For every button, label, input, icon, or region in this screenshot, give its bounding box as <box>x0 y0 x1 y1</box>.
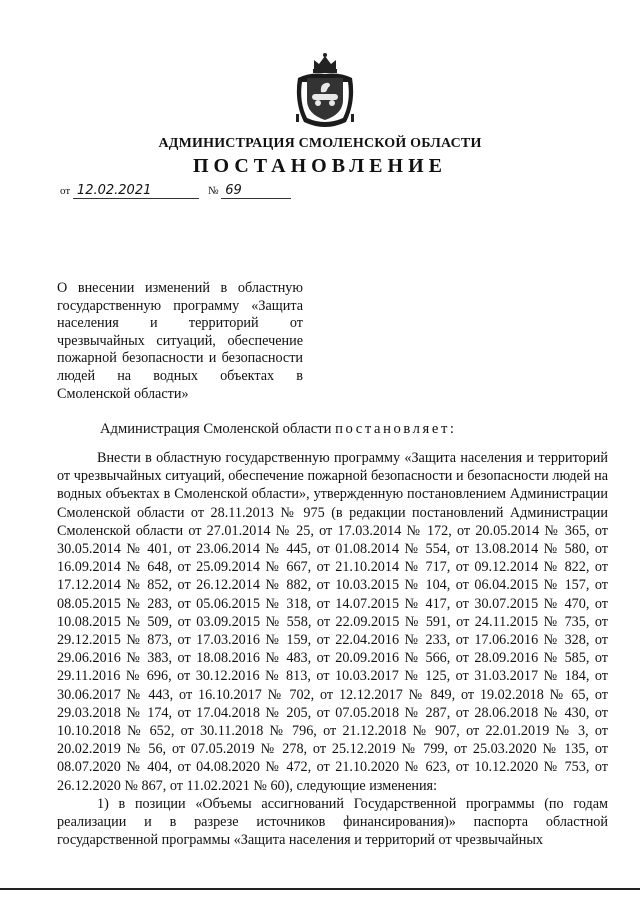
document-body <box>57 449 608 849</box>
organization-name: АДМИНИСТРАЦИЯ СМОЛЕНСКОЙ ОБЛАСТИ <box>158 136 482 151</box>
preamble-verb: постановляет: <box>335 421 457 437</box>
smolensk-coat-of-arms-icon <box>290 52 360 130</box>
page-bottom-divider <box>0 888 640 890</box>
preamble-text: Администрация Смоленской области <box>100 421 332 437</box>
number-prefix: № <box>208 185 219 197</box>
document-date <box>60 183 199 199</box>
document-subject: О внесении изменений в областную государственную программу «Защита населения и территорий от чрезвычайных ситуаций, обеспечение пожарной безопасности и безопасности людей на водных объектах в Смоленской области» <box>57 280 303 402</box>
preamble <box>100 420 457 438</box>
date-prefix: от <box>60 185 71 197</box>
body-paragraph: Внести в областную государственную программу «Защита населения и территорий от чрезвычайных ситуаций, обеспечение пожарной безопасности и безопасности людей на водных объектах в Смоленской области», утвержденную постановлением Администрации Смоленской области от 28.11.2013 № 975 (в редакции постановлений Администрации Смоленской области от 27.01.2014 № 25, от 17.03.2014 № 172, от 20.05.2014 № 365, от 30.05.2014 № 401, от 23.06.2014 № 445, от 01.08.2014 № 554, от 13.08.2014 № 580, от 16.09.2014 № 648, от 25.09.2014 № 667, от 21.10.2014 № 717, от 09.12.2014 № 822, от 17.12.2014 № 852, от 26.12.2014 № 882, от 10.03.2015 № 104, от 06.04.2015 № 157, от 08.05.2015 № 283, от 05.06.2015 № 318, от 14.07.2015 № 417, от 30.07.2015 № 470, от 10.08.2015 № 509, от 03.09.2015 № 558, от 22.09.2015 № 591, от 24.11.2015 № 735, от 29.12.2015 № 873, от 17.03.2016 № 159, от 22.04.2016 № 233, от 17.06.2016 № 328, от 29.06.2016 № 383, от 18.08.2016 № 483, от 20.09.2016 № 566, от 28.09.2016 № 585, от 29.11.2016 № 696, от 30.12.2016 № 813, от 10.03.2017 № 125, от 31.03.2017 № 184, от 30.06.2017 № 443, от 16.10.2017 № 702, от 12.12.2017 № 849, от 19.02.2018 № 65, от 29.03.2018 № 174, от 17.04.2018 № 205, от 07.05.2018 № 287, от 28.06.2018 № 430, от 10.10.2018 № 652, от 30.11.2018 № 796, от 21.12.2018 № 907, от 22.01.2019 № 3, от 20.02.2019 № 56, от 07.05.2019 № 278, от 25.12.2019 № 799, от 25.03.2020 № 135, от 08.07.2020 № 404, от 04.08.2020 № 472, от 21.10.2020 № 623, от 10.12.2020 № 753, от 26.12.2020 № 867, от 11.02.2021 № 60), следующие изменения: <box>57 450 608 794</box>
date-value: 12.02.2021 <box>73 183 199 199</box>
body-paragraph: 1) в позиции «Объемы ассигнований Государственной программы (по годам реализации и в разрезе источников финансирования)» паспорта областной государственной программы «Защита населения и территорий от чрезвычайных <box>57 795 608 849</box>
document-number <box>208 183 291 199</box>
number-value: 69 <box>221 183 291 199</box>
document-type-title: ПОСТАНОВЛЕНИЕ <box>193 155 447 177</box>
